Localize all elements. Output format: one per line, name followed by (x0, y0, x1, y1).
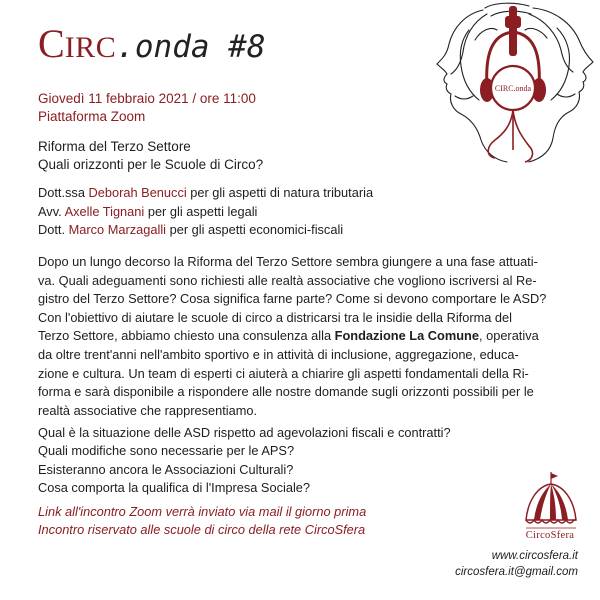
website-link[interactable]: www.circosfera.it (491, 550, 578, 562)
subject-line-2: Quali orizzonti per le Scuole di Circo? (38, 157, 264, 172)
question-item: Esisteranno ancora le Associazioni Culturali? (38, 461, 294, 477)
page-title (38, 20, 266, 70)
speakers-list (38, 184, 373, 240)
description-paragraph (38, 253, 573, 420)
body-line: va. Quali adeguamenti sono richiesti alle realtà associative che vogliono iscriversi al Re- (38, 272, 537, 288)
event-platform: Piattaforma Zoom (38, 109, 146, 124)
question-item: Quali modifiche sono necessarie per le APS? (38, 443, 295, 459)
speaker-row (38, 221, 373, 240)
speaker-title: Avv. (38, 203, 62, 219)
faces-headphones-illustration (425, 0, 600, 170)
zoom-note (38, 503, 366, 540)
question-item: Cosa comporta la qualifica di l'Impresa Sociale? (38, 480, 311, 496)
speaker-topic: per gli aspetti di natura tributaria (190, 185, 374, 200)
body-line: Dopo un lungo decorso la Riforma del Terzo Settore sembra giungere a una fase attuati- (38, 254, 538, 269)
body-line: zione e cultura. Un team di esperti ci aiuterà a chiarire gli aspetti fondamentali della Ri- (38, 365, 529, 381)
speaker-name: Axelle Tignani (64, 203, 145, 219)
body-line-5-pre: Terzo Settore, abbiamo chiesto una consulenza alla (38, 328, 335, 344)
illustration-badge-text: CIRC.onda (494, 84, 532, 93)
body-line: Con l'obiettivo di aiutare le scuole di circo a districarsi tra le insidie della Riforma del (38, 309, 513, 325)
body-line: realtà associative che rappresentiamo. (38, 402, 258, 418)
email-link[interactable]: circosfera.it@gmail.com (455, 566, 578, 578)
speaker-title: Dott. (38, 222, 66, 237)
event-subject (38, 138, 263, 174)
speaker-name: Deborah Benucci (88, 185, 187, 200)
speaker-name: Marco Marzagalli (68, 222, 167, 237)
questions-list (38, 424, 451, 498)
contacts (455, 548, 578, 580)
event-info (38, 90, 256, 126)
body-line (38, 327, 573, 346)
body-line: gistro del Terzo Settore? Cosa significa farne parte? Come si devono comportare le ASD? (38, 291, 547, 307)
body-line: forma e sarà disponibile a rispondere alle nostre domande sugli orizzonti possibili per le (38, 384, 534, 400)
body-line: da oltre trent'anni nell'ambito sportivo e in attività di inclusione, aggregazione, educa- (38, 346, 519, 362)
question-item: Qual è la situazione delle ASD rispetto ad agevolazioni fiscali e contratti? (38, 425, 451, 440)
speaker-row (38, 184, 373, 203)
foundation-name: Fondazione La Comune (334, 328, 479, 344)
note-line-1: Link all'incontro Zoom verrà inviato via mail il giorno prima (38, 504, 367, 519)
note-line-2: Incontro riservato alle scuole di circo della rete CircoSfera (38, 522, 366, 538)
subject-line-1: Riforma del Terzo Settore (38, 139, 191, 154)
speaker-title: Dott.ssa (38, 185, 85, 200)
speaker-topic: per gli aspetti economici-fiscali (169, 222, 344, 237)
title-onda: .onda #8 (116, 29, 266, 65)
title-circ-rest: IRC (64, 31, 117, 64)
body-line-5-post: , operativa (478, 328, 539, 344)
speaker-topic: per gli aspetti legali (147, 203, 258, 219)
circosfera-logo-text: CircoSfera (525, 530, 575, 541)
speaker-row (38, 203, 373, 222)
event-date-time: Giovedì 11 febbraio 2021 / ore 11:00 (38, 91, 256, 106)
title-circ-initial: C (38, 21, 65, 66)
